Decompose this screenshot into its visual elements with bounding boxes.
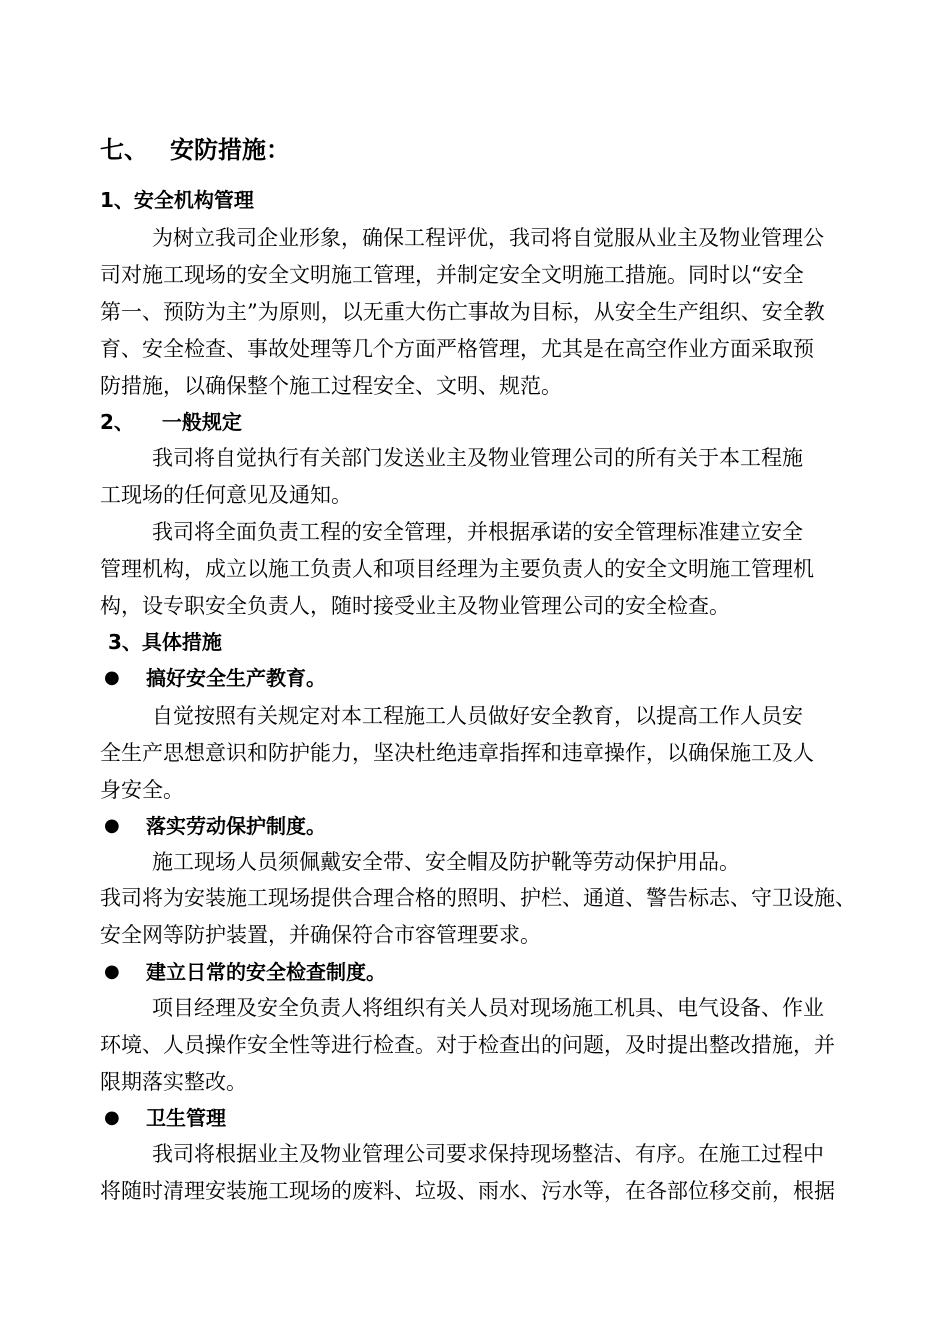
paragraph-line: 育、安全检查、事故处理等几个方面严格管理，尤其是在高空作业方面采取预 <box>100 337 814 361</box>
paragraph-line: 将随时清理安装施工现场的废料、垃圾、雨水、污水等，在各部位移交前，根据 <box>100 1179 835 1203</box>
section-title: 安防措施： <box>170 136 290 164</box>
paragraph-line: 限期落实整改。 <box>100 1070 247 1094</box>
paragraph-line: 管理机构，成立以施工负责人和项目经理为主要负责人的安全文明施工管理机 <box>100 557 814 581</box>
subsection-3-heading: 3、具体措施 <box>108 630 222 654</box>
bullet-dot-icon: ● <box>104 961 120 982</box>
paragraph-line: 施工现场人员须佩戴安全带、安全帽及防护靴等劳动保护用品。 <box>152 850 740 874</box>
paragraph-line: 自觉按照有关规定对本工程施工人员做好安全教育，以提高工作人员安 <box>152 704 803 728</box>
subsection-1-heading: 1、安全机构管理 <box>100 188 254 212</box>
section-number: 七、 <box>100 136 148 164</box>
paragraph-line: 第一、预防为主”为原则，以无重大伤亡事故为目标，从安全生产组织、安全教 <box>100 300 825 324</box>
paragraph-line: 我司将自觉执行有关部门发送业主及物业管理公司的所有关于本工程施 <box>152 446 803 470</box>
paragraph-line: 安全网等防护装置，并确保符合市容管理要求。 <box>100 923 541 947</box>
paragraph-line: 环境、人员操作安全性等进行检查。对于检查出的问题，及时提出整改措施，并 <box>100 1033 835 1057</box>
paragraph-line: 全生产思想意识和防护能力，坚决杜绝违章指挥和违章操作，以确保施工及人 <box>100 741 814 765</box>
section-heading <box>100 136 860 164</box>
bullet-dot-icon: ● <box>104 1107 120 1128</box>
bullet-label: 建立日常的安全检查制度。 <box>146 960 386 984</box>
paragraph-line: 构，设专职安全负责人，随时接受业主及物业管理公司的安全检查。 <box>100 594 730 618</box>
bullet-dot-icon: ● <box>104 815 120 836</box>
paragraph-line: 工现场的任何意见及通知。 <box>100 483 352 507</box>
subsection-2-title: 一般规定 <box>161 410 242 434</box>
bullet-label: 落实劳动保护制度。 <box>146 814 326 838</box>
subsection-2-heading <box>100 408 860 436</box>
paragraph-line: 我司将根据业主及物业管理公司要求保持现场整洁、有序。在施工过程中 <box>152 1142 824 1166</box>
paragraph-line: 我司将为安装施工现场提供合理合格的照明、护栏、通道、警告标志、守卫设施、 <box>100 886 856 910</box>
paragraph-line: 司对施工现场的安全文明施工管理，并制定安全文明施工措施。同时以“安全 <box>100 263 804 287</box>
bullet-label: 卫生管理 <box>146 1106 226 1130</box>
bullet-dot-icon: ● <box>104 667 120 688</box>
paragraph-line: 项目经理及安全负责人将组织有关人员对现场施工机具、电气设备、作业 <box>152 996 824 1020</box>
paragraph-line: 防措施，以确保整个施工过程安全、文明、规范。 <box>100 374 562 398</box>
paragraph-line: 身安全。 <box>100 778 184 802</box>
subsection-2-number: 2、 <box>100 410 134 434</box>
paragraph-line: 我司将全面负责工程的安全管理，并根据承诺的安全管理标准建立安全 <box>152 520 803 544</box>
paragraph-line: 为树立我司企业形象，确保工程评优，我司将自觉服从业主及物业管理公 <box>152 226 824 250</box>
bullet-label: 搞好安全生产教育。 <box>146 666 326 690</box>
